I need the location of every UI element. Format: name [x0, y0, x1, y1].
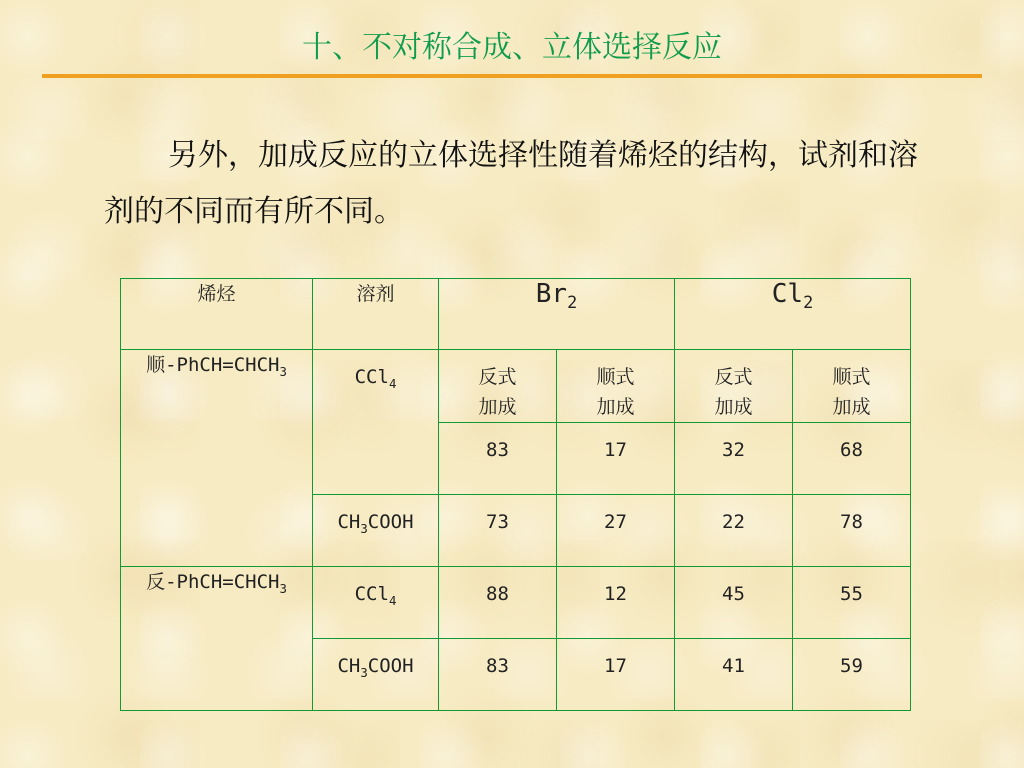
- cell-value: 22: [675, 495, 793, 567]
- subheader-cis-br2: 顺式 加成: [557, 350, 675, 423]
- subheader-cis-cl2: 顺式 加成: [793, 350, 911, 423]
- cell-value: 45: [675, 567, 793, 639]
- cell-value: 55: [793, 567, 911, 639]
- alkene-cis: 顺$-PhCH=CHCH_3$: [121, 350, 313, 567]
- cell-value: 32: [675, 423, 793, 495]
- subheader-trans-cl2: 反式 加成: [675, 350, 793, 423]
- subheader-trans-br2: 反式 加成: [439, 350, 557, 423]
- cell-value: 83: [439, 423, 557, 495]
- stereoselectivity-table: [120, 278, 911, 711]
- cell-value: 41: [675, 639, 793, 711]
- cell-value: 59: [793, 639, 911, 711]
- alkene-trans: 反$-PhCH=CHCH_3$: [121, 567, 313, 711]
- table-header-row: [121, 279, 911, 350]
- table-row: [121, 350, 911, 423]
- header-br2: $Br_2$: [439, 279, 675, 350]
- slide-title: 十、不对称合成、立体选择反应: [302, 30, 722, 65]
- cell-value: 17: [557, 639, 675, 711]
- header-cl2: $Cl_2$: [675, 279, 911, 350]
- solvent-acetic-acid: $CH_3COOH$: [313, 495, 439, 567]
- intro-paragraph: 另外，加成反应的立体选择性随着烯烃的结构，试剂和溶剂的不同而有所不同。: [104, 138, 918, 229]
- cell-value: 83: [439, 639, 557, 711]
- header-alkene: 烯烃: [121, 279, 313, 350]
- cell-value: 12: [557, 567, 675, 639]
- solvent-acetic-acid: $CH_3COOH$: [313, 639, 439, 711]
- cell-value: 73: [439, 495, 557, 567]
- solvent-ccl4: CCl$_4$: [313, 350, 439, 495]
- cell-value: 78: [793, 495, 911, 567]
- cell-value: 27: [557, 495, 675, 567]
- title-divider: [42, 74, 982, 78]
- cell-value: 68: [793, 423, 911, 495]
- solvent-ccl4: CCl$_4$: [313, 567, 439, 639]
- table-row: [121, 567, 911, 639]
- cell-value: 88: [439, 567, 557, 639]
- cell-value: 17: [557, 423, 675, 495]
- header-solvent: 溶剂: [313, 279, 439, 350]
